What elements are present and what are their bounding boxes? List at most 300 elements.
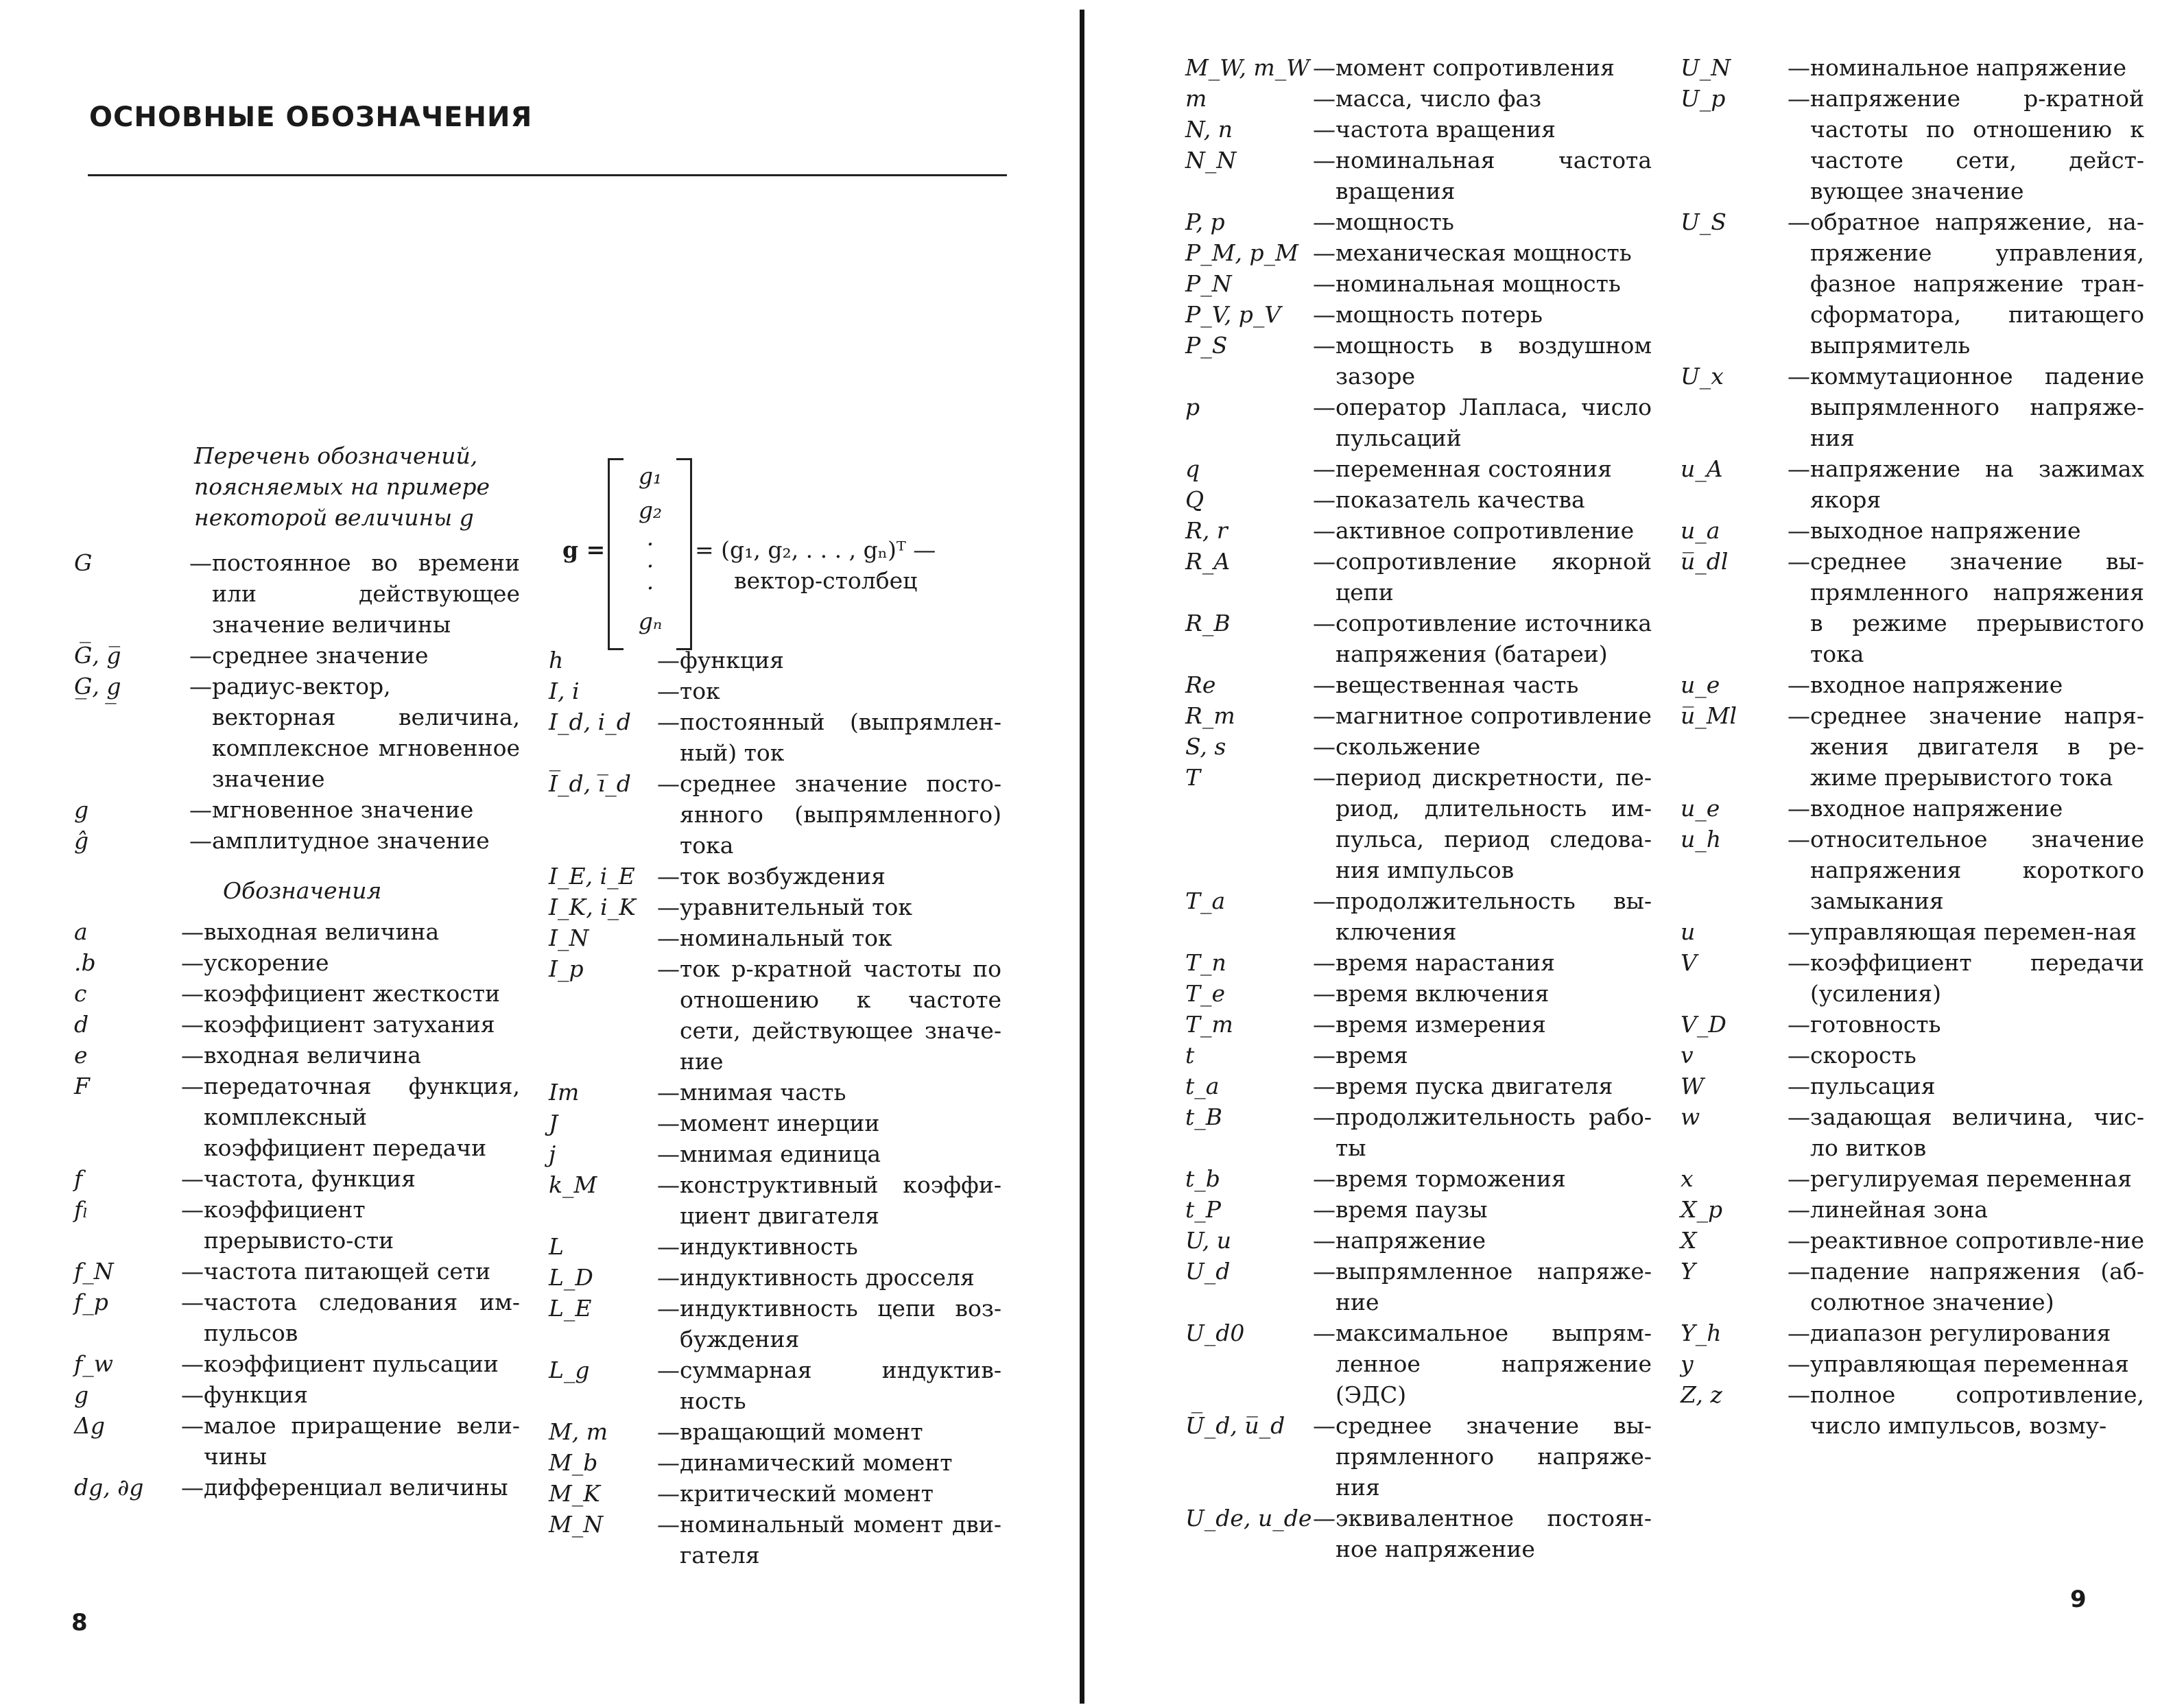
entry-dash: —	[1313, 610, 1336, 636]
glossary-entry	[1185, 83, 1652, 114]
entry-symbol: G̅, g̅	[74, 642, 121, 669]
column-vector	[561, 453, 1014, 652]
glossary-entry	[74, 1348, 520, 1379]
entry-definition: суммарная индуктив-ность	[680, 1357, 1001, 1414]
entry-symbol: L_D	[549, 1264, 593, 1291]
entry-dash: —	[657, 1110, 680, 1136]
entry-dash: —	[181, 1258, 204, 1285]
entry-symbol: f_w	[74, 1350, 113, 1377]
entry-definition: сопротивление источника напряжения (батареи)	[1336, 610, 1652, 667]
entry-symbol: P, p	[1185, 208, 1225, 235]
entry-dash: —	[1788, 363, 1810, 390]
vector-left-bracket	[608, 458, 624, 650]
entry-dash: —	[181, 1381, 204, 1408]
entry-symbol: ĝ	[74, 827, 89, 854]
glossary-entry	[1185, 1256, 1652, 1318]
entry-symbol: t_a	[1185, 1073, 1220, 1099]
glossary-entry	[549, 892, 1001, 922]
glossary-entry	[1185, 1009, 1652, 1040]
entry-dash: —	[657, 1357, 680, 1383]
glossary-entry	[74, 1472, 520, 1503]
entry-definition: ток p-кратной частоты по отношению к частоте сети, действующее значе-ние	[680, 955, 1001, 1075]
entry-symbol: P_V, p_V	[1185, 301, 1281, 328]
entry-definition: ток возбуждения	[680, 863, 886, 890]
entry-definition: коэффициент прерывисто-сти	[204, 1196, 394, 1254]
entry-symbol: Y_h	[1681, 1320, 1722, 1346]
entry-definition: радиус-вектор, векторная величина, комплексное мгновенное значение	[212, 673, 520, 792]
entry-symbol: N_N	[1185, 147, 1237, 174]
entry-dash: —	[181, 1350, 204, 1377]
glossary-entry	[549, 1138, 1001, 1169]
glossary-entry	[1681, 669, 2144, 700]
entry-dash: —	[1788, 1350, 1810, 1377]
glossary-entry	[74, 825, 520, 856]
entry-symbol: T	[1185, 764, 1201, 791]
entry-symbol: T_m	[1185, 1011, 1233, 1038]
entry-symbol: X_p	[1681, 1196, 1723, 1223]
glossary-entry	[74, 1009, 520, 1040]
entry-definition: переменная состояния	[1336, 455, 1612, 482]
glossary-entry	[1681, 947, 2144, 1009]
entry-dash: —	[657, 894, 680, 920]
entry-definition: реактивное сопротивле-ние	[1810, 1227, 2144, 1254]
glossary-entry	[1185, 268, 1652, 299]
entry-symbol: V	[1681, 949, 1697, 976]
entry-symbol: L_E	[549, 1295, 592, 1322]
entry-dash: —	[1313, 208, 1336, 235]
entry-symbol: .b	[74, 949, 96, 976]
right-column-2	[1681, 52, 2144, 1441]
entry-definition: амплитудное значение	[212, 827, 490, 854]
entry-dash: —	[1313, 455, 1336, 482]
entry-dash: —	[1788, 1104, 1810, 1130]
entry-definition: сопротивление якорной цепи	[1336, 548, 1652, 606]
entry-dash: —	[1313, 764, 1336, 791]
glossary-entry	[1681, 1009, 2144, 1040]
entry-dash: —	[1313, 733, 1336, 760]
glossary-entry	[1681, 1256, 2144, 1318]
glossary-entry	[549, 645, 1001, 676]
glossary-entry	[74, 947, 520, 978]
entry-symbol: U_x	[1681, 363, 1724, 390]
entry-definition: мощность потерь	[1336, 301, 1543, 328]
entry-symbol: P_N	[1185, 270, 1232, 297]
left-column-2	[549, 645, 1001, 1571]
entry-symbol: M_b	[549, 1449, 598, 1476]
entry-symbol: p	[1185, 394, 1200, 420]
entry-symbol: S, s	[1185, 733, 1226, 760]
glossary-entry	[74, 1379, 520, 1410]
glossary-entry	[1681, 824, 2144, 916]
vector-element: ·	[646, 575, 654, 601]
entry-dash: —	[1788, 455, 1810, 482]
glossary-entry	[549, 1077, 1001, 1108]
vector-rhs: = (g₁, g₂, . . . , gₙ)ᵀ —	[695, 536, 936, 563]
entry-dash: —	[181, 1412, 204, 1439]
entry-symbol: I_K, i_K	[549, 894, 636, 920]
entry-symbol: U_de, u_de	[1185, 1505, 1312, 1531]
entry-dash: —	[1788, 1073, 1810, 1099]
vector-element: gₙ	[638, 608, 663, 634]
entry-dash: —	[657, 1141, 680, 1167]
entry-symbol: M, m	[549, 1418, 608, 1445]
entry-definition: малое приращение вели-чины	[204, 1412, 520, 1470]
entry-dash: —	[1313, 949, 1336, 976]
glossary-entry	[1185, 1040, 1652, 1071]
glossary-entry	[549, 1478, 1001, 1509]
vector-element: g₂	[638, 497, 663, 523]
entry-symbol: g	[74, 1381, 89, 1408]
entry-dash: —	[1313, 1165, 1336, 1192]
entry-dash: —	[1313, 239, 1336, 266]
glossary-entry	[1681, 700, 2144, 793]
entry-symbol: I_N	[549, 925, 589, 951]
glossary-entry	[1185, 1225, 1652, 1256]
glossary-entry	[1681, 1163, 2144, 1194]
entry-dash: —	[1788, 1042, 1810, 1069]
entry-dash: —	[657, 1079, 680, 1106]
glossary-entry	[1185, 1410, 1652, 1503]
entry-symbol: W	[1681, 1073, 1704, 1099]
entry-dash: —	[1313, 1011, 1336, 1038]
entry-definition: входное напряжение	[1810, 795, 2063, 822]
entry-definition: номинальное напряжение	[1810, 54, 2127, 81]
entry-dash: —	[657, 1480, 680, 1507]
glossary-entry	[1681, 453, 2144, 515]
entry-definition: активное сопротивление	[1336, 517, 1635, 544]
entry-symbol: Q	[1185, 486, 1204, 513]
entry-symbol: k_M	[549, 1171, 597, 1198]
glossary-entry	[549, 1108, 1001, 1138]
glossary-entry	[74, 547, 520, 640]
entry-dash: —	[181, 1042, 204, 1069]
entry-definition: время включения	[1336, 980, 1550, 1007]
entry-dash: —	[189, 673, 212, 700]
entry-dash: —	[657, 708, 680, 735]
vector-right-bracket	[676, 458, 692, 650]
entry-symbol: L	[549, 1233, 564, 1260]
entry-definition: выходная величина	[204, 918, 440, 945]
glossary-entry	[74, 916, 520, 947]
glossary-entry	[1681, 1379, 2144, 1441]
entry-definition: номинальная частота вращения	[1336, 147, 1652, 204]
entry-definition: управляющая переменная	[1810, 1350, 2129, 1377]
entry-dash: —	[1788, 671, 1810, 698]
entry-definition: номинальная мощность	[1336, 270, 1621, 297]
glossary-entry	[74, 1071, 520, 1163]
entry-definition: время измерения	[1336, 1011, 1546, 1038]
glossary-entry	[1185, 515, 1652, 546]
entry-symbol: v	[1681, 1042, 1694, 1069]
entry-definition: относительное значение напряжения короткого замыкания	[1810, 826, 2144, 914]
entry-symbol: d	[74, 1011, 89, 1038]
entry-dash: —	[1313, 1505, 1336, 1531]
entry-symbol: I_d, i_d	[549, 708, 631, 735]
entry-dash: —	[657, 955, 680, 982]
glossary-entry	[1681, 916, 2144, 947]
entry-definition: среднее значение вы-прямленного напряже-ния	[1336, 1412, 1652, 1501]
entry-symbol: Δg	[74, 1412, 105, 1439]
glossary-entry	[1185, 1318, 1652, 1410]
entry-symbol: U̅_d, u̅_d	[1185, 1412, 1285, 1439]
entry-definition: коммутационное падение выпрямленного напряже-ния	[1810, 363, 2144, 451]
glossary-entry	[1681, 515, 2144, 546]
entry-dash: —	[1313, 301, 1336, 328]
glossary-entry	[1185, 1071, 1652, 1101]
entry-dash: —	[1313, 270, 1336, 297]
entry-definition: вращающий момент	[680, 1418, 923, 1445]
entry-definition: передаточная функция, комплексный коэффициент передачи	[204, 1073, 520, 1161]
glossary-entry	[1681, 1225, 2144, 1256]
entry-symbol: I_E, i_E	[549, 863, 635, 890]
entry-symbol: q	[1185, 455, 1200, 482]
entry-symbol: Y	[1681, 1258, 1696, 1285]
vector-element: ·	[646, 553, 654, 580]
glossary-entry	[1681, 1071, 2144, 1101]
list-heading-block	[194, 440, 503, 533]
entry-symbol: F	[74, 1073, 90, 1099]
entry-dash: —	[1313, 1073, 1336, 1099]
entry-symbol: t	[1185, 1042, 1195, 1069]
entry-definition: диапазон регулирования	[1810, 1320, 2111, 1346]
entry-definition: функция	[204, 1381, 308, 1408]
entry-definition: обратное напряжение, на-пряжение управления, фазное напряжение тран-сформатора, питающего выпрямитель	[1810, 208, 2144, 359]
entry-symbol: M_W, m_W	[1185, 54, 1310, 81]
entry-symbol: R_B	[1185, 610, 1231, 636]
entry-dash: —	[189, 796, 212, 823]
glossary-entry	[549, 1416, 1001, 1447]
entry-symbol: u̅_dl	[1681, 548, 1729, 575]
entry-definition: мнимая часть	[680, 1079, 846, 1106]
right-column-1	[1185, 52, 1652, 1564]
glossary-entry	[1681, 1101, 2144, 1163]
entry-definition: управляющая перемен-ная	[1810, 918, 2137, 945]
glossary-entry	[74, 1410, 520, 1472]
entry-definition: максимальное выпрям-ленное напряжение (ЭДС)	[1336, 1320, 1652, 1408]
entry-definition: индуктивность дросселя	[680, 1264, 975, 1291]
entry-definition: напряжение p-кратной частоты по отношению к частоте сети, дейст-вующее значение	[1810, 85, 2144, 204]
entry-dash: —	[181, 1073, 204, 1099]
entry-definition: продолжительность вы-ключения	[1336, 887, 1652, 945]
glossary-entry	[1185, 114, 1652, 145]
title-rule	[88, 174, 1007, 176]
entry-definition: уравнительный ток	[680, 894, 912, 920]
entry-dash: —	[1788, 1320, 1810, 1346]
entry-symbol: M_K	[549, 1480, 600, 1507]
entry-dash: —	[1313, 486, 1336, 513]
entry-definition: оператор Лапласа, число пульсаций	[1336, 394, 1652, 451]
glossary-entry	[1185, 669, 1652, 700]
glossary-entry	[1185, 484, 1652, 515]
entry-dash: —	[1313, 394, 1336, 420]
entry-dash: —	[657, 770, 680, 797]
entry-dash: —	[657, 1449, 680, 1476]
glossary-entry	[1185, 978, 1652, 1009]
entry-symbol: U_d0	[1185, 1320, 1245, 1346]
entry-symbol: m	[1185, 85, 1207, 112]
entry-dash: —	[1788, 702, 1810, 729]
entry-symbol: f_p	[74, 1289, 108, 1315]
entry-dash: —	[181, 980, 204, 1007]
glossary-entry	[1681, 546, 2144, 669]
entry-dash: —	[1788, 54, 1810, 81]
glossary-entry	[1681, 793, 2144, 824]
glossary-entry	[74, 1256, 520, 1287]
entry-definition: момент инерции	[680, 1110, 880, 1136]
glossary-entry	[1185, 546, 1652, 608]
entry-definition: падение напряжения (аб-солютное значение)	[1810, 1258, 2144, 1315]
entry-definition: продолжительность рабо-ты	[1336, 1104, 1652, 1161]
entry-symbol: fₗ	[74, 1196, 88, 1223]
entry-symbol: e	[74, 1042, 88, 1069]
entry-dash: —	[657, 678, 680, 704]
entry-symbol: R, r	[1185, 517, 1228, 544]
entry-dash: —	[1788, 826, 1810, 852]
entry-dash: —	[181, 1196, 204, 1223]
entry-symbol: Z, z	[1681, 1381, 1722, 1408]
entry-symbol: R_A	[1185, 548, 1231, 575]
entry-dash: —	[1313, 702, 1336, 729]
entry-definition: входная величина	[204, 1042, 421, 1069]
entry-definition: время пуска двигателя	[1336, 1073, 1613, 1099]
glossary-entry	[1185, 1194, 1652, 1225]
vector-lhs: g =	[562, 536, 606, 563]
entry-definition: среднее значение посто-янного (выпрямленного) тока	[680, 770, 1001, 859]
entry-symbol: T_a	[1185, 887, 1226, 914]
entry-definition: частота следования им-пульсов	[204, 1289, 520, 1346]
glossary-entry	[549, 953, 1001, 1077]
entry-dash: —	[1313, 548, 1336, 575]
entry-dash: —	[657, 1264, 680, 1291]
entry-symbol: U_S	[1681, 208, 1726, 235]
entry-definition: эквивалентное постоян-ное напряжение	[1336, 1505, 1652, 1562]
glossary-entry	[1185, 1163, 1652, 1194]
entry-definition: регулируемая переменная	[1810, 1165, 2132, 1192]
entry-symbol: Re	[1185, 671, 1216, 698]
entry-symbol: f_N	[74, 1258, 114, 1285]
entry-symbol: G	[74, 549, 93, 576]
entry-symbol: T_n	[1185, 949, 1226, 976]
vector-element: g₁	[638, 462, 663, 489]
glossary-entry	[1185, 237, 1652, 268]
entry-definition: выходное напряжение	[1810, 517, 2081, 544]
entry-symbol: G̲, g̲	[74, 673, 121, 700]
entry-definition: напряжение	[1336, 1227, 1486, 1254]
entry-definition: выпрямленное напряже-ние	[1336, 1258, 1652, 1315]
entry-symbol: y	[1681, 1350, 1694, 1377]
entry-dash: —	[1788, 548, 1810, 575]
entry-symbol: u_a	[1681, 517, 1720, 544]
entry-dash: —	[657, 1418, 680, 1445]
entry-dash: —	[1313, 1412, 1336, 1439]
entry-definition: время нарастания	[1336, 949, 1555, 976]
entry-definition: конструктивный коэффи-циент двигателя	[680, 1171, 1001, 1229]
entry-symbol: u_A	[1681, 455, 1723, 482]
entry-symbol: N, n	[1185, 116, 1233, 143]
entry-dash: —	[181, 949, 204, 976]
entry-dash: —	[1788, 1196, 1810, 1223]
glossary-entry	[1681, 83, 2144, 206]
entry-symbol: L_g	[549, 1357, 590, 1383]
glossary-entry	[549, 1509, 1001, 1571]
entry-symbol: R_m	[1185, 702, 1235, 729]
entry-dash: —	[1788, 208, 1810, 235]
entry-definition: коэффициент передачи (усиления)	[1810, 949, 2144, 1007]
entry-symbol: U_p	[1681, 85, 1726, 112]
glossary-entry	[74, 794, 520, 825]
entry-dash: —	[1313, 1227, 1336, 1254]
entry-definition: механическая мощность	[1336, 239, 1632, 266]
entry-dash: —	[181, 1011, 204, 1038]
entry-dash: —	[181, 1474, 204, 1501]
entry-definition: мгновенное значение	[212, 796, 474, 823]
entry-dash: —	[1313, 332, 1336, 359]
list-heading: Перечень обозначений, поясняемых на примере некоторой величины g	[194, 442, 490, 531]
right-page	[1091, 0, 2184, 1705]
entry-symbol: T_e	[1185, 980, 1226, 1007]
glossary-entry	[74, 1040, 520, 1071]
entry-dash: —	[1313, 1258, 1336, 1285]
entry-definition: критический момент	[680, 1480, 934, 1507]
entry-symbol: M_N	[549, 1511, 604, 1538]
entry-definition: дифференциал величины	[204, 1474, 508, 1501]
page-number-right: 9	[2070, 1586, 2087, 1613]
entry-symbol: P_M, p_M	[1185, 239, 1298, 266]
entry-dash: —	[1788, 1258, 1810, 1285]
left-page	[0, 0, 1077, 1705]
glossary-entry	[549, 768, 1001, 861]
entry-definition: ускорение	[204, 949, 329, 976]
entry-definition: масса, число фаз	[1336, 85, 1542, 112]
entry-definition: скольжение	[1336, 733, 1481, 760]
entry-dash: —	[1788, 517, 1810, 544]
glossary-entry	[1681, 1040, 2144, 1071]
glossary-entry	[74, 1194, 520, 1256]
glossary-entry	[1185, 608, 1652, 669]
glossary-entry	[1185, 453, 1652, 484]
glossary-entry	[1681, 52, 2144, 83]
entry-definition: среднее значение	[212, 642, 429, 669]
entry-dash: —	[657, 1171, 680, 1198]
glossary-entry	[549, 706, 1001, 768]
entry-definition: линейная зона	[1810, 1196, 1988, 1223]
glossary-entry	[74, 1163, 520, 1194]
entry-dash: —	[1313, 147, 1336, 174]
entry-dash: —	[1313, 1196, 1336, 1223]
entry-symbol: t_P	[1185, 1196, 1221, 1223]
glossary-entry	[549, 1355, 1001, 1416]
entry-dash: —	[1788, 949, 1810, 976]
entry-dash: —	[657, 647, 680, 673]
entry-symbol: I̅_d, i̅_d	[549, 770, 631, 797]
entry-dash: —	[1313, 116, 1336, 143]
entry-definition: индуктивность	[680, 1233, 858, 1260]
entry-dash: —	[181, 1165, 204, 1192]
entry-definition: входное напряжение	[1810, 671, 2063, 698]
entry-dash: —	[189, 642, 212, 669]
entry-definition: среднее значение напря-жения двигателя в ре-жиме прерывистого тока	[1810, 702, 2144, 791]
glossary-entry	[1681, 206, 2144, 361]
glossary-entry	[549, 1169, 1001, 1231]
entry-dash: —	[1313, 85, 1336, 112]
entry-dash: —	[1788, 795, 1810, 822]
glossary-entry	[1185, 206, 1652, 237]
entry-definition: частота питающей сети	[204, 1258, 491, 1285]
entry-symbol: J	[549, 1110, 558, 1136]
entry-definition: среднее значение вы-прямленного напряжения в режиме прерывистого тока	[1810, 548, 2144, 667]
entry-symbol: g	[74, 796, 89, 823]
entry-symbol: u	[1681, 918, 1696, 945]
